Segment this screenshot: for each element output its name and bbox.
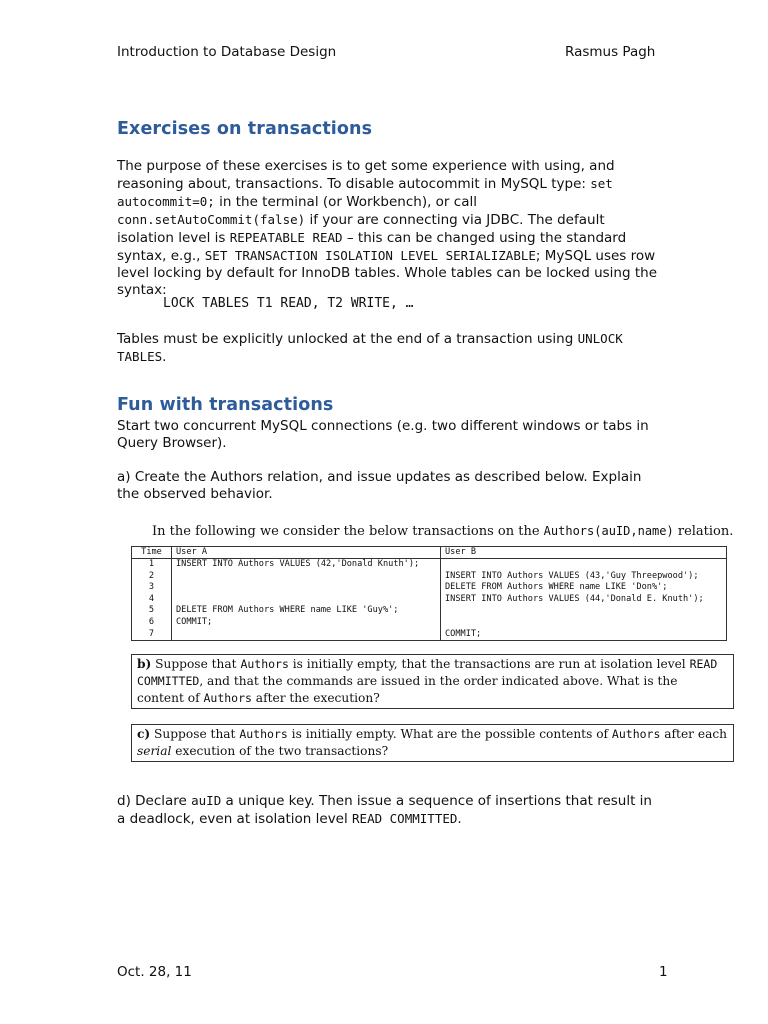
cell-user-a [172,594,441,606]
col-header-time: Time [132,547,172,559]
cell-user-a: DELETE FROM Authors WHERE name LIKE 'Guy%'; [172,605,441,617]
transactions-table [131,546,727,641]
col-header-user-a: User A [172,547,441,559]
cell-time: 7 [132,629,172,641]
page-number: 1 [659,964,668,980]
table-row [132,559,727,571]
table-row [132,617,727,629]
table-row [132,605,727,617]
header-course-title: Introduction to Database Design [117,44,337,60]
cell-user-b: COMMIT; [441,629,727,641]
cell-user-b: DELETE FROM Authors WHERE name LIKE 'Don%'; [441,582,727,594]
exercise-box-b: b) Suppose that Authors is initially empty, that the transactions are run at isolation level READ COMMITTED, and that the commands are issued in the order indicated above. What is the content of Authors after the execution? [131,654,734,709]
unlock-paragraph: Tables must be explicitly unlocked at the end of a transaction using UNLOCK TABLES. [117,331,623,365]
lock-tables-syntax: LOCK TABLES T1 READ, T2 WRITE, … [163,296,414,311]
section2-intro: Start two concurrent MySQL connections (e.g. two different windows or tabs in Query Browser). [117,418,649,451]
cell-user-b [441,605,727,617]
cell-time: 1 [132,559,172,571]
cell-user-b: INSERT INTO Authors VALUES (44,'Donald E. Knuth'); [441,594,727,606]
cell-time: 2 [132,571,172,583]
table-header-row [132,547,727,559]
footer-date: Oct. 28, 11 [117,964,192,980]
cell-time: 5 [132,605,172,617]
cell-time: 6 [132,617,172,629]
cell-user-a [172,629,441,641]
cell-user-b [441,617,727,629]
table-row [132,582,727,594]
table-row [132,571,727,583]
intro-paragraph: The purpose of these exercises is to get some experience with using, and reasoning about, transactions. To disable autocommit in MySQL type: set autocommit=0; in the terminal (or Workbench), or call conn.setAutoCommit(false) if your are connecting via JDBC. The default isolation level is REPEATABLE READ – this can be changed using the standard syntax, e.g., SET TRANSACTION ISOLATION LEVEL SERIALIZABLE; MySQL uses row level locking by default for InnoDB tables. Whole tables can be locked using the syntax: [117,158,657,298]
section-title-fun: Fun with transactions [117,395,334,415]
cell-time: 3 [132,582,172,594]
section-title-exercises: Exercises on transactions [117,119,373,139]
cell-user-a: COMMIT; [172,617,441,629]
col-header-user-b: User B [441,547,727,559]
cell-user-a [172,571,441,583]
header-author: Rasmus Pagh [565,44,656,60]
task-d: d) Declare auID a unique key. Then issue a sequence of insertions that result in a deadlock, even at isolation level READ COMMITTED. [117,793,652,827]
table-row [132,629,727,641]
cell-time: 4 [132,594,172,606]
cell-user-b: INSERT INTO Authors VALUES (43,'Guy Threepwood'); [441,571,727,583]
exercise-box-c: c) Suppose that Authors is initially empty. What are the possible contents of Authors after each serial execution of the two transactions? [131,724,734,762]
figure-caption: In the following we consider the below transactions on the Authors(auID,name) relation. [152,524,734,539]
cell-user-b [441,559,727,571]
cell-user-a [172,582,441,594]
task-a: a) Create the Authors relation, and issue updates as described below. Explain the observed behavior. [117,469,642,502]
cell-user-a: INSERT INTO Authors VALUES (42,'Donald Knuth'); [172,559,441,571]
table-row [132,594,727,606]
